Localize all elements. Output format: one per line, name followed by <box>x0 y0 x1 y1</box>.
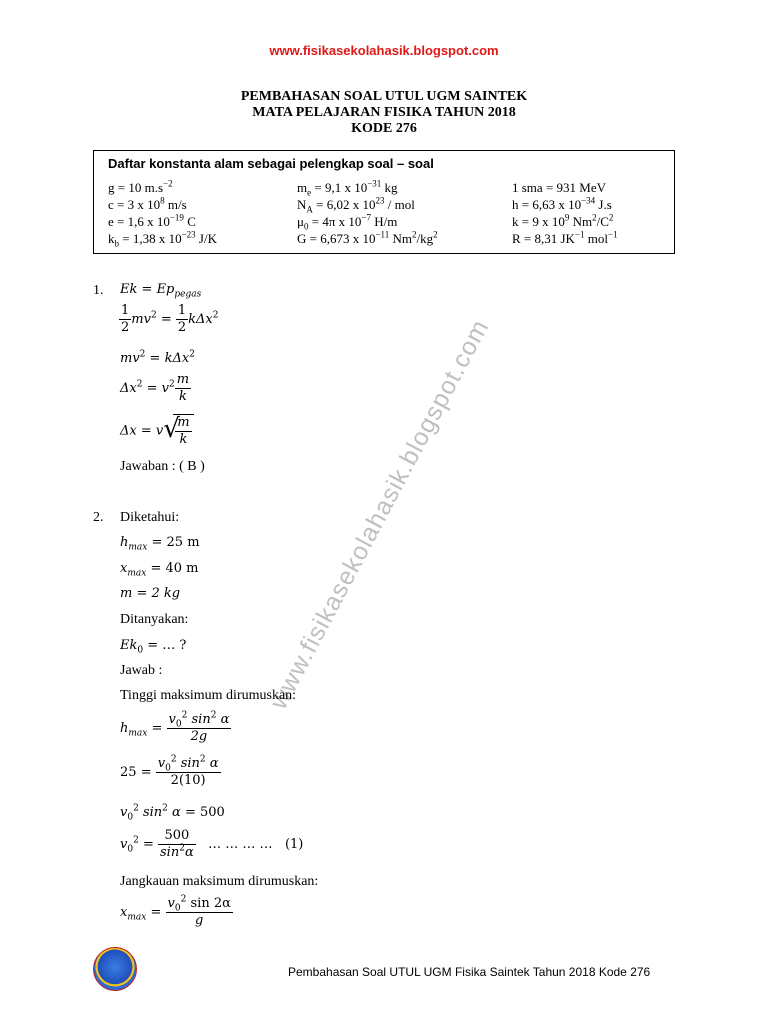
page-footer: Pembahasan Soal UTUL UGM Fisika Saintek Tahun 2018 Kode 276 <box>288 965 651 979</box>
q1-eq3: $mv^2 = k\Delta x^2$ <box>120 349 195 366</box>
q1-answer: Jawaban : ( B ) <box>120 459 205 474</box>
q1-eq2: $\frac{1}{2}$ $mv^2$ = $\frac{1}{2}$ kΔx$^2$ <box>121 303 219 335</box>
q2-ek0: $Ek_0$ = … ? <box>120 638 187 656</box>
q2-number: 2. <box>93 510 104 525</box>
const-G: G = 6,673 x $10^{-11}$ $Nm^2/kg^2$ <box>297 229 438 246</box>
const-e: e = 1,6 x $10^{-19}$ C <box>108 212 196 229</box>
q2-mass: m = 2 kg <box>120 586 181 601</box>
q2-eq-hmax: $h_{max}$ = $\frac{v_0^2 \sin^2 \alpha}{2g}$ <box>120 710 230 744</box>
q2-eq-xmax: $x_{max}$ = $\frac{v_0^2 \sin 2\alpha}{g}$ <box>120 894 231 928</box>
q2-eq-500: $v_0^2$ $\sin^2 \alpha = 500$ <box>120 803 225 823</box>
q1-number: 1. <box>93 283 104 298</box>
const-R: R = 8,31 $JK^{-1}$ mol$^{-1}$ <box>512 229 618 246</box>
doc-title-line1: PEMBAHASAN SOAL UTUL UGM SAINTEK <box>240 89 528 104</box>
q1-eq5: Δx = v √ $\frac{m}{k}$ <box>120 414 194 448</box>
q2-eq-25: 25 = $\frac{v_0^2 \sin^2 \alpha}{2(10)}$ <box>120 754 219 788</box>
q2-tinggi-label: Tinggi maksimum dirumuskan: <box>120 688 297 703</box>
q2-hmax: $h_{max} = 25$ m <box>120 535 200 553</box>
const-sma: 1 sma = 931 MeV <box>512 180 606 195</box>
const-g: g = 10 $m.s^{-2}$ <box>108 178 173 195</box>
constants-heading: Daftar konstanta alam sebagai pelengkap soal – soal <box>108 156 434 171</box>
q1-eq1: $Ek = Ep_{pegas}$ <box>120 282 202 300</box>
const-kb: $k_b = 1,38$ x $10^{-23}$ J/K <box>108 229 217 249</box>
const-k: k = 9 x $10^9$ $Nm^2/C^2$ <box>512 212 614 229</box>
const-c: c = 3 x $10^8$ m/s <box>108 195 187 212</box>
doc-title-line2: MATA PELAJARAN FISIKA TAHUN 2018 <box>252 105 516 120</box>
const-na: $N_A = 6,02$ x $10^{23}$ / mol <box>297 195 415 215</box>
site-url[interactable]: www.fisikasekolahasik.blogspot.com <box>269 43 499 58</box>
q2-jawab-label: Jawab : <box>120 663 163 678</box>
doc-title-line3: KODE 276 <box>351 121 417 136</box>
q2-asked-label: Ditanyakan: <box>120 612 189 627</box>
watermark-text: www.fisikasekolahasik.blogspot.com <box>264 314 495 714</box>
constants-box <box>93 150 675 254</box>
q2-jangkauan-label: Jangkauan maksimum dirumuskan: <box>120 874 319 889</box>
q2-eq-v0sq: $v_0^2$ = $\frac{500}{\sin^2\alpha}$ … … … … (1) <box>120 828 304 860</box>
q1-eq4: $\Delta x^2 = v^2$ $\frac{m}{k}$ <box>120 372 190 404</box>
q2-xmax: $x_{max} = 40$ m <box>120 561 199 579</box>
const-me: $m_e = 9,1$ x $10^{-31}$ kg <box>297 178 398 198</box>
const-h: h = 6,63 x $10^{-34}$ J.s <box>512 195 612 212</box>
site-logo <box>93 947 137 991</box>
const-mu0: $\mu_0 = 4\pi$ x $10^{-7}$ H/m <box>297 212 398 232</box>
q2-known-label: Diketahui: <box>120 510 180 525</box>
